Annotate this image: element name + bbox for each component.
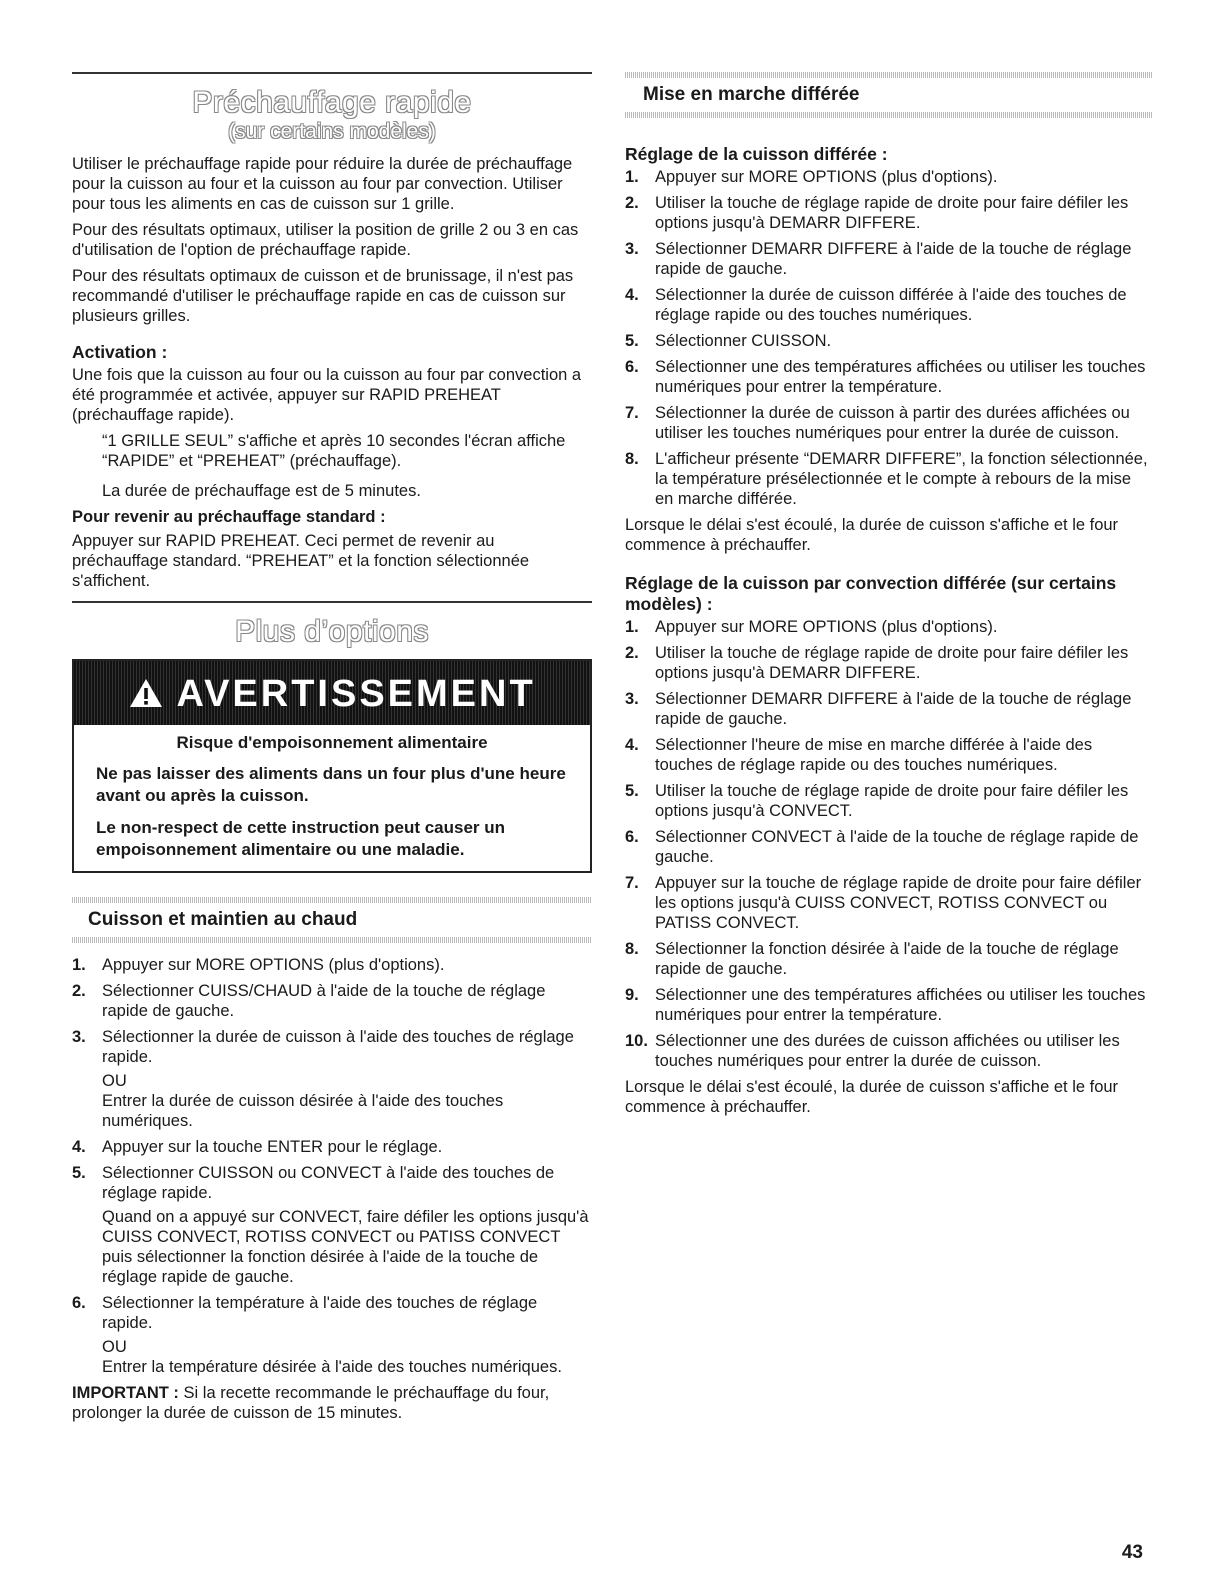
preheat-subtitle: (sur certains modèles) (228, 120, 436, 143)
options-rule (72, 601, 592, 603)
list-item: 8. L'afficheur présente “DEMARR DIFFERE”, la fonction sélectionnée, la température présélectionnée et le compte à rebours de la mise en marche différée. (625, 450, 1148, 508)
standard-heading: Pour revenir au préchauffage standard : (72, 508, 386, 526)
list-item: 3. Sélectionner DEMARR DIFFERE à l'aide de la touche de réglage rapide de gauche. (625, 690, 1132, 728)
list-item: 4. Sélectionner l'heure de mise en marche différée à l'aide des touches de réglage rapide ou des touches numériques. (625, 736, 1093, 774)
delay-section-title: Mise en marche différée (643, 84, 860, 105)
top-rule-left (72, 72, 592, 74)
preheat-paragraph-2: Pour des résultats optimaux, utiliser la position de grille 2 ou 3 en cas d'utilisation de l'option de préchauffage rapide. (72, 221, 579, 259)
list-item: 3. Sélectionner la durée de cuisson à l'aide des touches de réglage rapide. OU Entrer la durée de cuisson désirée à l'aide des touches numériques. (72, 1028, 574, 1130)
delay-after-text: Lorsque le délai s'est écoulé, la durée de cuisson s'affiche et le four commence à préchauffer. (625, 516, 1119, 554)
list-item: 4. Sélectionner la durée de cuisson différée à l'aide des touches de réglage rapide ou des touches numériques. (625, 286, 1127, 324)
list-item: 5. Sélectionner CUISSON. (625, 332, 832, 350)
warning-body (74, 725, 590, 871)
warning-header-text: AVERTISSEMENT (176, 673, 536, 715)
delay-heading: Réglage de la cuisson différée : (625, 144, 888, 164)
hold-section-bar (72, 897, 592, 943)
page-number: 43 (1121, 1542, 1143, 1563)
convection-heading: Réglage de la cuisson par convection différée (sur certains modèles) : (625, 573, 1117, 614)
activation-indent-2: La durée de préchauffage est de 5 minutes. (102, 482, 421, 500)
list-item: 2. Utiliser la touche de réglage rapide de droite pour faire défiler les options jusqu'à DEMARR DIFFERE. (625, 194, 1129, 232)
list-item: 1. Appuyer sur MORE OPTIONS (plus d'options). (625, 618, 998, 636)
list-item: 2. Sélectionner CUISS/CHAUD à l'aide de la touche de réglage rapide de gauche. (72, 982, 546, 1020)
preheat-title: Préchauffage rapide (192, 86, 472, 119)
warning-header (74, 661, 590, 725)
list-item: 10. Sélectionner une des durées de cuisson affichées ou utiliser les touches numériques pour entrer la durée de cuisson. (625, 1032, 1120, 1070)
list-item: 4. Appuyer sur la touche ENTER pour le réglage. (72, 1138, 443, 1156)
list-item: 2. Utiliser la touche de réglage rapide de droite pour faire défiler les options jusqu'à DEMARR DIFFERE. (625, 644, 1129, 682)
hold-steps (72, 955, 592, 1377)
list-item: 1. Appuyer sur MORE OPTIONS (plus d'options). (72, 956, 445, 974)
list-item: 6. Sélectionner une des températures affichées ou utiliser les touches numériques pour entrer la température. (625, 358, 1146, 396)
list-item: 7. Sélectionner la durée de cuisson à partir des durées affichées ou utiliser les touches numériques pour entrer la durée de cuisson. (625, 404, 1130, 442)
options-title: Plus d’options (235, 615, 429, 648)
warning-box (72, 659, 592, 873)
warning-triangle-icon (128, 677, 164, 709)
important-label: IMPORTANT : (72, 1384, 179, 1402)
activation-indent-1: “1 GRILLE SEUL” s'affiche et après 10 secondes l'écran affiche “RAPIDE” et “PREHEAT” (préchauffage). (102, 432, 566, 470)
activation-text: Une fois que la cuisson au four ou la cuisson au four par convection a été programmée et activée, appuyer sur RAPID PREHEAT (préchauffage rapide). (72, 366, 582, 424)
list-item: 5. Utiliser la touche de réglage rapide de droite pour faire défiler les options jusqu'à CONVECT. (625, 782, 1129, 820)
list-item: 7. Appuyer sur la touche de réglage rapide de droite pour faire défiler les options jusqu'à CUISS CONVECT, ROTISS CONVECT ou PATISS CONVECT. (625, 874, 1142, 932)
list-item: 5. Sélectionner CUISSON ou CONVECT à l'aide des touches de réglage rapide. Quand on a appuyé sur CONVECT, faire défiler les options jusqu'à CUISS CONVECT, ROTISS CONVECT ou PATISS CONVECT puis sélectionner la fonction désirée à l'aide de la touche de réglage rapide de gauche. (72, 1164, 589, 1286)
left-column (72, 72, 592, 1429)
standard-text: Appuyer sur RAPID PREHEAT. Ceci permet de revenir au préchauffage standard. “PREHEAT” et la fonction sélectionnée s'affichent. (72, 532, 530, 590)
important-text: Si la recette recommande le préchauffage du four, prolonger la durée de cuisson de 15 minutes. (72, 1384, 550, 1422)
delay-section-bar (625, 72, 1153, 118)
list-item: 1. Appuyer sur MORE OPTIONS (plus d'options). (625, 168, 998, 186)
hold-bar-bottom (72, 937, 592, 943)
warning-line-2: Le non-respect de cette instruction peut causer un empoisonnement alimentaire ou une maladie. (96, 818, 506, 859)
important-note (72, 1383, 592, 1423)
list-item: 6. Sélectionner CONVECT à l'aide de la touche de réglage rapide de gauche. (625, 828, 1139, 866)
hold-title: Cuisson et maintien au chaud (88, 909, 358, 930)
warning-risk: Risque d'empoisonnement alimentaire (176, 733, 488, 752)
list-item: 3. Sélectionner DEMARR DIFFERE à l'aide de la touche de réglage rapide de gauche. (625, 240, 1132, 278)
list-item: 9. Sélectionner une des températures affichées ou utiliser les touches numériques pour entrer la température. (625, 986, 1146, 1024)
list-item: 8. Sélectionner la fonction désirée à l'aide de la touche de réglage rapide de gauche. (625, 940, 1119, 978)
delay-steps (625, 167, 1153, 509)
preheat-paragraph-3: Pour des résultats optimaux de cuisson et de brunissage, il n'est pas recommandé d'utiliser le préchauffage rapide en cas de cuisson sur plusieurs grilles. (72, 267, 574, 325)
preheat-paragraph-1: Utiliser le préchauffage rapide pour réduire la durée de préchauffage pour la cuisson au four et la cuisson au four par convection. Utiliser pour tous les aliments en cas de cuisson sur 1 grille. (72, 155, 573, 213)
activation-heading: Activation : (72, 342, 168, 362)
warning-line-1: Ne pas laisser des aliments dans un four plus d'une heure avant ou après la cuisson. (96, 764, 566, 805)
right-column (625, 72, 1153, 1123)
convection-after-text: Lorsque le délai s'est écoulé, la durée de cuisson s'affiche et le four commence à préchauffer. (625, 1078, 1119, 1116)
delay-bar-bottom (625, 112, 1153, 118)
convection-steps (625, 617, 1153, 1071)
list-item: 6. Sélectionner la température à l'aide des touches de réglage rapide. OU Entrer la température désirée à l'aide des touches numériques. (72, 1294, 562, 1376)
